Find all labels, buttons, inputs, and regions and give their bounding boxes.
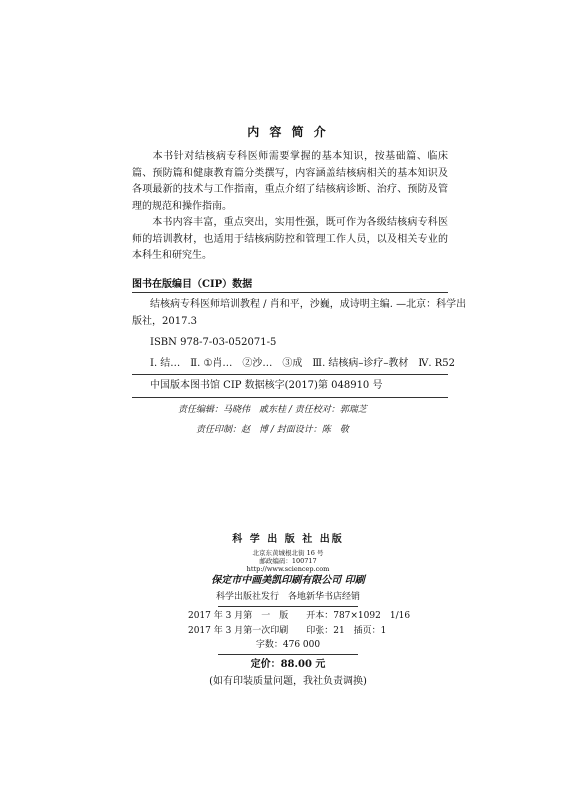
cip-line-2: 版社，2017.3 — [132, 316, 197, 327]
summary-paragraph-1-text: 本书针对结核病专科医师需要掌握的基本知识，按基础篇、临床篇、预防篇和健康教育篇分类撰写，内容涵盖结核病相关的基本知识及各项最新的技术与工作指南，重点介绍了结核病诊断、治疗、预防及管理的规范和操作指南。 — [132, 151, 448, 212]
summary-paragraph-2-text: 本书内容丰富，重点突出，实用性强，既可作为各级结核病专科医师的培训教材，也适用于结核病防控和管理工作人员，以及相关专业的本科生和研究生。 — [132, 217, 448, 261]
edition-bottom-rule — [218, 654, 358, 655]
publisher-website: http://www.sciencep.com — [246, 565, 330, 573]
quality-notice: (如有印装质量问题，我社负责调换) — [209, 676, 367, 687]
cip-isbn: ISBN 978-7-03-052071-5 — [150, 337, 277, 348]
cip-line-1: 结核病专科医师培训教程 / 肖和平，沙巍，成诗明主编. —北京：科学出 — [150, 299, 467, 310]
printing-line: 2017 年 3 月第一次印刷 印张：21 插页：1 — [188, 626, 387, 636]
summary-title: 内 容 简 介 — [247, 125, 329, 139]
printer-line: 保定市中画美凯印刷有限公司 印刷 — [211, 575, 365, 586]
publisher-address: 北京东黄城根北街 16 号 — [252, 549, 324, 557]
distribution-line: 科学出版社发行 各地新华书店经销 — [215, 592, 360, 602]
summary-paragraph-1 — [132, 149, 448, 215]
cip-bottom-rule — [132, 397, 448, 398]
cip-middle-rule — [132, 374, 448, 375]
credits-editor-line: 责任编辑：马晓伟 戚东桂 / 责任校对：郭瑞芝 — [178, 405, 367, 415]
credits-print-line: 责任印制：赵 博 / 封面设计：陈 敬 — [196, 425, 349, 435]
summary-paragraph-2 — [132, 215, 448, 265]
publisher-postcode: 邮政编码：100717 — [259, 557, 317, 565]
price: 定价：88.00 元 — [250, 659, 326, 670]
cip-heading: 图书在版编目（CIP）数据 — [132, 279, 253, 290]
edition-line: 2017 年 3 月第 一 版 开本：787×1092 1/16 — [188, 611, 411, 621]
publisher-name: 科 学 出 版 社 出版 — [232, 534, 344, 545]
cip-top-rule — [132, 292, 448, 293]
cip-classification: Ⅰ. 结… Ⅱ. ①肖… ②沙… ③成 Ⅲ. 结核病–诊疗–教材 Ⅳ. R52 — [150, 358, 456, 369]
edition-top-rule — [218, 606, 358, 607]
cip-record-number: 中国版本图书馆 CIP 数据核字(2017)第 048910 号 — [150, 380, 383, 391]
word-count: 字数：476 000 — [255, 640, 321, 650]
